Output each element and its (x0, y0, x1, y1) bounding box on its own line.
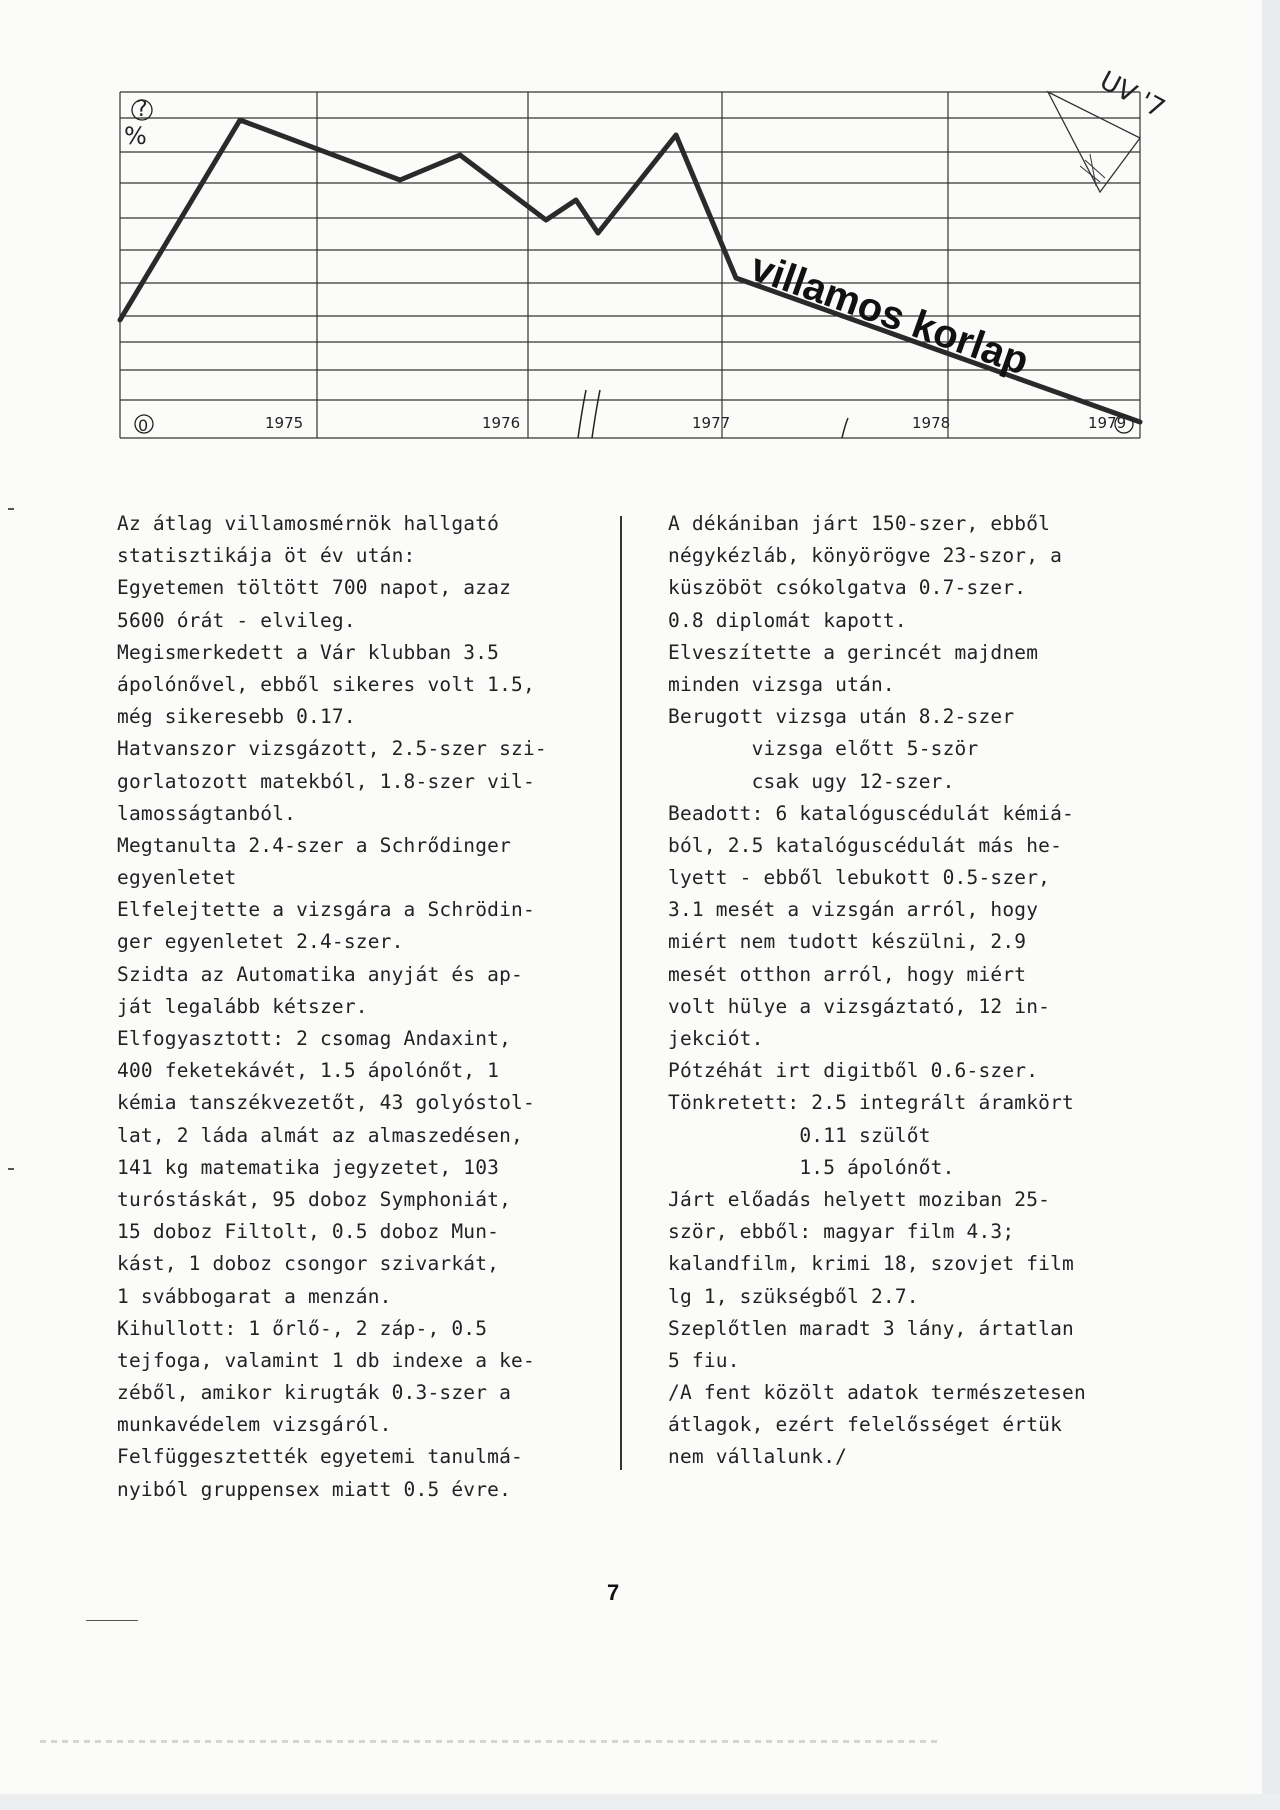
text-line: lamosságtanból. (117, 801, 297, 825)
text-line: kást, 1 doboz csongor szivarkát, (117, 1252, 500, 1276)
text-line: lat, 2 láda almát az almaszedésen, (117, 1123, 523, 1147)
corner-stamp-hatch (1080, 154, 1105, 186)
column-divider (620, 516, 622, 1470)
text-line: Elfelejtette a vizsgára a Schrödin- (117, 898, 535, 922)
text-line: 1 svábbogarat a menzán. (117, 1284, 392, 1308)
text-line: Hatvanszor vizsgázott, 2.5-szer szi- (117, 737, 547, 761)
text-line: ger egyenletet 2.4-szer. (117, 930, 404, 954)
x-tick-label: 1978 (912, 414, 951, 432)
text-line: nyiból gruppensex miatt 0.5 évre. (117, 1477, 512, 1501)
text-line: Szeplőtlen maradt 3 lány, ártatlan (668, 1316, 1074, 1340)
x-tick-label: 1975 (265, 414, 304, 432)
text-line: 15 doboz Filtolt, 0.5 doboz Mun- (117, 1220, 500, 1244)
text-line: Szidta az Automatika anyját és ap- (117, 962, 523, 986)
text-line: átlagok, ezért felelősséget értük (668, 1413, 1063, 1437)
text-line: A dékániban járt 150-szer, ebből (668, 512, 1051, 535)
text-line: egyenletet (117, 866, 237, 890)
chart-grid (120, 92, 1140, 438)
text-line: miért nem tudott készülni, 2.9 (668, 930, 1027, 954)
text-line: Egyetemen töltött 700 napot, azaz (117, 576, 512, 600)
text-line: Berugott vizsga után 8.2-szer (668, 705, 1015, 729)
text-line: 1.5 ápolónőt. (668, 1155, 955, 1179)
text-line: Elfogyasztott: 2 csomag Andaxint, (117, 1027, 512, 1050)
scan-artifact (40, 1740, 940, 1743)
text-line: mesét otthon arról, hogy miért (668, 962, 1027, 986)
text-line: kémia tanszékvezetőt, 43 golyóstol- (117, 1091, 535, 1115)
text-line: csak ugy 12-szer. (668, 769, 955, 793)
text-line: gorlatozott matekból, 1.8-szer vil- (117, 769, 535, 793)
text-line: jekciót. (668, 1027, 764, 1050)
text-line: ját legalább kétszer. (117, 994, 368, 1018)
corner-stamp: UV '7 (1094, 65, 1170, 125)
text-line: lg 1, szükségből 2.7. (668, 1284, 919, 1308)
text-line: küszöböt csókolgatva 0.7-szer. (668, 576, 1027, 600)
text-line: Kihullott: 1 őrlő-, 2 záp-, 0.5 (117, 1316, 488, 1340)
footer-rule (86, 1620, 138, 1621)
trend-line (120, 120, 1140, 422)
text-line: minden vizsga után. (668, 672, 895, 696)
text-line: 0.11 szülőt (668, 1123, 931, 1147)
text-line: 141 kg matematika jegyzetet, 103 (117, 1155, 500, 1179)
text-line: Felfüggesztették egyetemi tanulmá- (117, 1445, 523, 1469)
y-axis-label: % (124, 122, 147, 150)
scan-edge-right (1262, 0, 1280, 1810)
axis-break (578, 390, 600, 438)
text-line: /A fent közölt adatok természetesen (668, 1381, 1086, 1405)
text-line: Járt előadás helyett moziban 25- (668, 1187, 1051, 1211)
text-line: zéből, amikor kirugták 0.3-szer a (117, 1381, 512, 1405)
text-line: ször, ebből: magyar film 4.3; (668, 1220, 1015, 1244)
text-line: statisztikája öt év után: (117, 544, 416, 568)
text-line: 400 feketekávét, 1.5 ápolónőt, 1 (117, 1059, 500, 1083)
scan-edge-bottom (0, 1794, 1280, 1810)
text-line: Elveszítette a gerincét majdnem (668, 640, 1039, 664)
text-line: turóstáskát, 95 doboz Symphoniát, (117, 1187, 512, 1211)
text-line: Az átlag villamosmérnök hallgató (117, 512, 500, 535)
x-tick-label: 1976 (482, 414, 521, 432)
text-line: 0.8 diplomát kapott. (668, 608, 907, 632)
text-line: Tönkretett: 2.5 integrált áramkört (668, 1091, 1074, 1115)
text-line: tejfoga, valamint 1 db indexe a ke- (117, 1348, 535, 1372)
x-tick-label: 1979 (1088, 414, 1127, 432)
text-line: 5 fiu. (668, 1348, 740, 1372)
margin-mark (8, 1168, 14, 1170)
left-text-column (117, 508, 587, 1506)
axis-break (842, 418, 848, 438)
text-line: munkavédelem vizsgáról. (117, 1413, 392, 1437)
text-line: ápolónővel, ebből sikeres volt 1.5, (117, 672, 535, 696)
text-line: lyett - ebből lebukott 0.5-szer, (668, 866, 1051, 890)
text-line: 5600 órát - elvileg. (117, 608, 356, 632)
text-line: volt hülye a vizsgáztató, 12 in- (668, 994, 1051, 1018)
page-number: 7 (607, 1580, 620, 1605)
margin-mark (8, 508, 14, 510)
y-marker: ? (136, 97, 148, 122)
text-line: Megismerkedett a Vár klubban 3.5 (117, 640, 500, 664)
text-line: ból, 2.5 katalóguscédulát más he- (668, 833, 1063, 857)
line-chart (100, 65, 1170, 470)
text-line: négykézláb, könyörögve 23-szor, a (668, 544, 1063, 568)
origin-marker: 0 (138, 416, 149, 435)
text-line: kalandfilm, krimi 18, szovjet film (668, 1252, 1074, 1276)
text-line: Beadott: 6 katalóguscédulát kémiá- (668, 801, 1074, 825)
text-line: vizsga előtt 5-ször (668, 737, 979, 761)
text-line: még sikeresebb 0.17. (117, 705, 356, 729)
text-line: 3.1 mesét a vizsgán arról, hogy (668, 898, 1039, 922)
text-line: Pótzéhát irt digitből 0.6-szer. (668, 1059, 1039, 1083)
right-text-column (668, 508, 1138, 1474)
text-line: Megtanulta 2.4-szer a Schrődinger (117, 833, 512, 857)
x-tick-label: 1977 (692, 414, 731, 432)
brand-title: villamos korlap (744, 245, 1035, 384)
text-line: nem vállalunk./ (668, 1445, 848, 1469)
